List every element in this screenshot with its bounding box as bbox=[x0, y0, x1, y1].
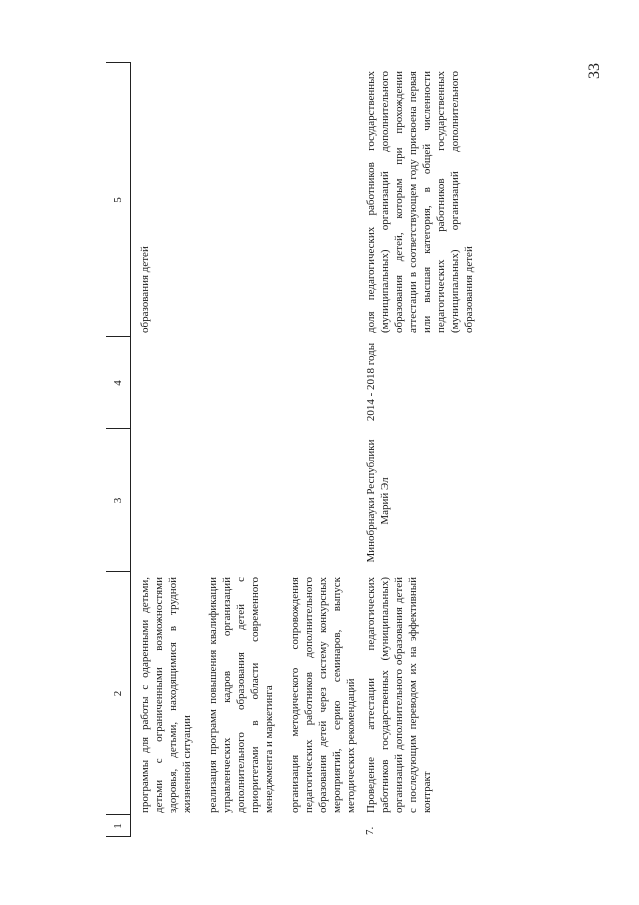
col2-paragraph-3: организация методического сопровождения педагогических работников дополнительного образования детей через систему конкурсных мероприятий, серию семинаров, выпуск методических рекомендаций bbox=[289, 577, 357, 813]
row7-description: Проведение аттестации педагогических работников государственных (муниципальных) организаций дополнительного образования детей с последующим переводом их на эффективный контракт bbox=[365, 577, 433, 813]
page-number bbox=[575, 62, 615, 90]
rotated-table-page bbox=[106, 62, 541, 837]
col2-continued bbox=[138, 577, 370, 813]
header-col-3: 3 bbox=[112, 497, 124, 504]
header-col-5: 5 bbox=[112, 197, 124, 203]
header-col-1: 1 bbox=[112, 823, 124, 829]
page-number-text: 33 bbox=[586, 63, 603, 79]
header-bottom-rule bbox=[130, 62, 131, 837]
row7-period: 2014 - 2018 годы bbox=[365, 342, 377, 422]
header-col-4: 4 bbox=[112, 380, 124, 386]
col5-continued: образования детей bbox=[139, 246, 151, 333]
row7-indicator: доля педагогических работников государственных (муниципальных) организаций дополнительного образования детей, которым при прохождении аттестации в соответствующем году присвоена первая или высшая категория, в общей численности педагогических работников государственных (муниципальных) организаций дополнительного образования детей bbox=[365, 71, 475, 333]
col2-paragraph-2: реализация программ повышения квалификации управленческих кадров организаций дополнительного образования детей с приоритетами в области современного менеджмента и маркетинга bbox=[207, 577, 275, 813]
row7-executor: Минобрнауки Республики Марий Эл bbox=[365, 439, 391, 563]
row7-number: 7. bbox=[364, 826, 376, 835]
col2-paragraph-1: программы для работы с одаренными детьми, детьми с ограниченными возможностями здоровья, детьми, находящимися в трудной жизненной ситуации bbox=[139, 577, 193, 813]
header-col-2: 2 bbox=[112, 690, 124, 697]
